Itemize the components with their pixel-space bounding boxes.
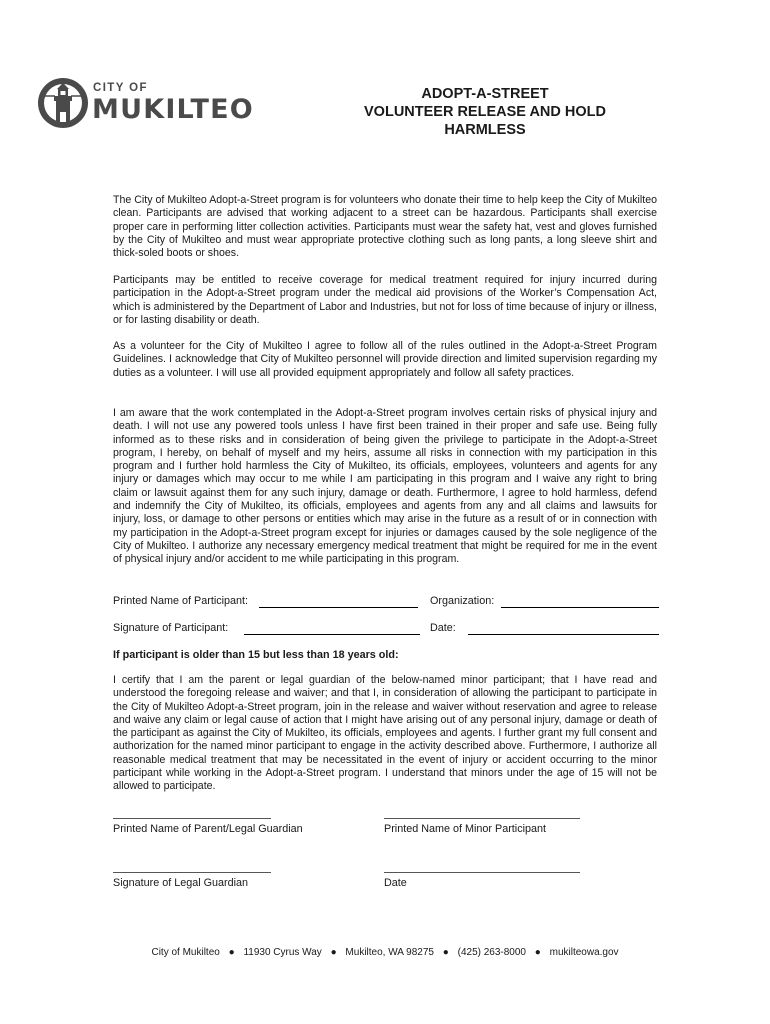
participant-name-row — [113, 595, 659, 611]
footer-separator-icon: ● — [534, 947, 541, 958]
paragraph-program-intro: The City of Mukilteo Adopt-a-Street program is for volunteers who donate their time to help keep the City of Mukilteo clean. Participants are advised that working adjacent to a street can be hazardous. Participants shall exercise proper care in performing litter collection activities. Participants must wear the safety hat, vest and gloves furnished by the City of Mukilteo and must wear appropriate protective clothing such as long pants, a long sleeve shirt and thick-soled boots or shoes. — [113, 194, 657, 260]
signature-label: Signature of Participant: — [113, 622, 229, 634]
footer-separator-icon: ● — [228, 947, 235, 958]
parent-name-label: Printed Name of Parent/Legal Guardian — [113, 823, 303, 835]
paragraph-volunteer-agreement: As a volunteer for the City of Mukilteo I agree to follow all of the rules outlined in the Adopt-a-Street Program Guidelines. I acknowledge that City of Mukilteo personnel will provide direction and limited supervision regarding my duties as a volunteer. I will use all provided equipment appropriately and follow all safety practices. — [113, 340, 657, 379]
minor-participant-note: If participant is older than 15 but less than 18 years old: — [113, 649, 399, 661]
signature-field[interactable] — [244, 634, 420, 635]
minor-name-line — [384, 818, 580, 819]
guardian-date-line — [384, 872, 580, 873]
guardian-signature-block[interactable] — [113, 872, 271, 889]
organization-field[interactable] — [501, 607, 659, 608]
date-label: Date: — [430, 622, 456, 634]
city-logo — [37, 74, 259, 134]
footer-phone: (425) 263-8000 — [457, 947, 526, 958]
footer-city: City of Mukilteo — [151, 947, 220, 958]
parent-name-line — [113, 818, 271, 819]
organization-label: Organization: — [430, 595, 495, 607]
logo-city-name: MUKILTEO — [92, 94, 254, 125]
page-footer — [0, 947, 770, 958]
footer-separator-icon: ● — [330, 947, 337, 958]
footer-separator-icon: ● — [442, 947, 449, 958]
logo-city-of: CITY OF — [93, 82, 148, 94]
document-title — [330, 85, 640, 139]
title-line-3: HARMLESS — [444, 122, 526, 138]
printed-name-label: Printed Name of Participant: — [113, 595, 249, 607]
footer-city-state: Mukilteo, WA 98275 — [345, 947, 434, 958]
title-line-1: ADOPT-A-STREET — [421, 86, 549, 102]
printed-name-field[interactable] — [259, 607, 418, 608]
participant-signature-row — [113, 622, 659, 638]
guardian-signature-line — [113, 872, 271, 873]
footer-address: 11930 Cyrus Way — [243, 947, 322, 958]
guardian-date-label: Date — [384, 877, 407, 889]
lighthouse-seal-icon — [37, 74, 89, 134]
paragraph-medical-coverage: Participants may be entitled to receive coverage for medical treatment required for injury incurred during participation in the Adopt-a-Street program under the medical aid provisions of the Worker’s Compensation Act, which is administered by the Department of Labor and Industries, but not for loss of time because of injury or illness, or for lasting disability or death. — [113, 274, 657, 326]
title-line-2: VOLUNTEER RELEASE AND HOLD — [364, 104, 606, 120]
date-field[interactable] — [468, 634, 659, 635]
minor-name-label: Printed Name of Minor Participant — [384, 823, 547, 835]
guardian-signature-label: Signature of Legal Guardian — [113, 877, 249, 889]
footer-website-link[interactable]: mukilteowa.gov — [549, 947, 619, 958]
paragraph-guardian-certification: I certify that I am the parent or legal guardian of the below-named minor participant; that I have read and understood the foregoing release and waiver; and that I, in consideration of allowing the participant to participate in the City of Mukilteo Adopt-a-Street program, join in the release and waiver without reservation and agree to release and waive any claim or legal cause of action that I might have arising out of any personal injury, damage or death of the participant as against the City of Mukilteo, its officials, employees and agents. I further grant my full consent and authorization for the named minor participant to engage in the activity described above. Furthermore, I authorize all reasonable medical treatment that may be necessitated in the event of injury or accident occurring to the minor participant while working in the Adopt-a-Street program. I understand that minors under the age of 15 will not be allowed to participate. — [113, 674, 657, 793]
paragraph-release-waiver: I am aware that the work contemplated in the Adopt-a-Street program involves certain risks of physical injury and death. I will not use any powered tools unless I have first been trained in their proper and safe use. Being fully informed as to these risks and in consideration of being given the privilege to participate in the Adopt-a-Street program, I hereby, on behalf of myself and my heirs, assume all risks in connection with my participation in this program and I further hold harmless the City of Mukilteo, its officials, employees, volunteers and agents for any injury or damages which may occur to me while I am participating in this program and I waive any right to bring claim or lawsuit against them for any such injury, damage or death. Furthermore, I agree to hold harmless, defend and indemnify the City of Mukilteo, its officials, employees and agents from any and all claims and lawsuits for injury, loss, or damage to other persons or entities which may arise in the future as a result of or in connection with my participation in the Adopt-a-Street program except for injuries or damages caused by the sole negligence of the City of Mukilteo. I authorize any necessary emergency medical treatment that might be required for me in the event of physical injury and/or accident to me while participating in this program. — [113, 407, 657, 566]
minor-name-signature-block[interactable] — [384, 818, 580, 835]
parent-name-signature-block[interactable] — [113, 818, 303, 835]
guardian-date-block[interactable] — [384, 872, 580, 889]
